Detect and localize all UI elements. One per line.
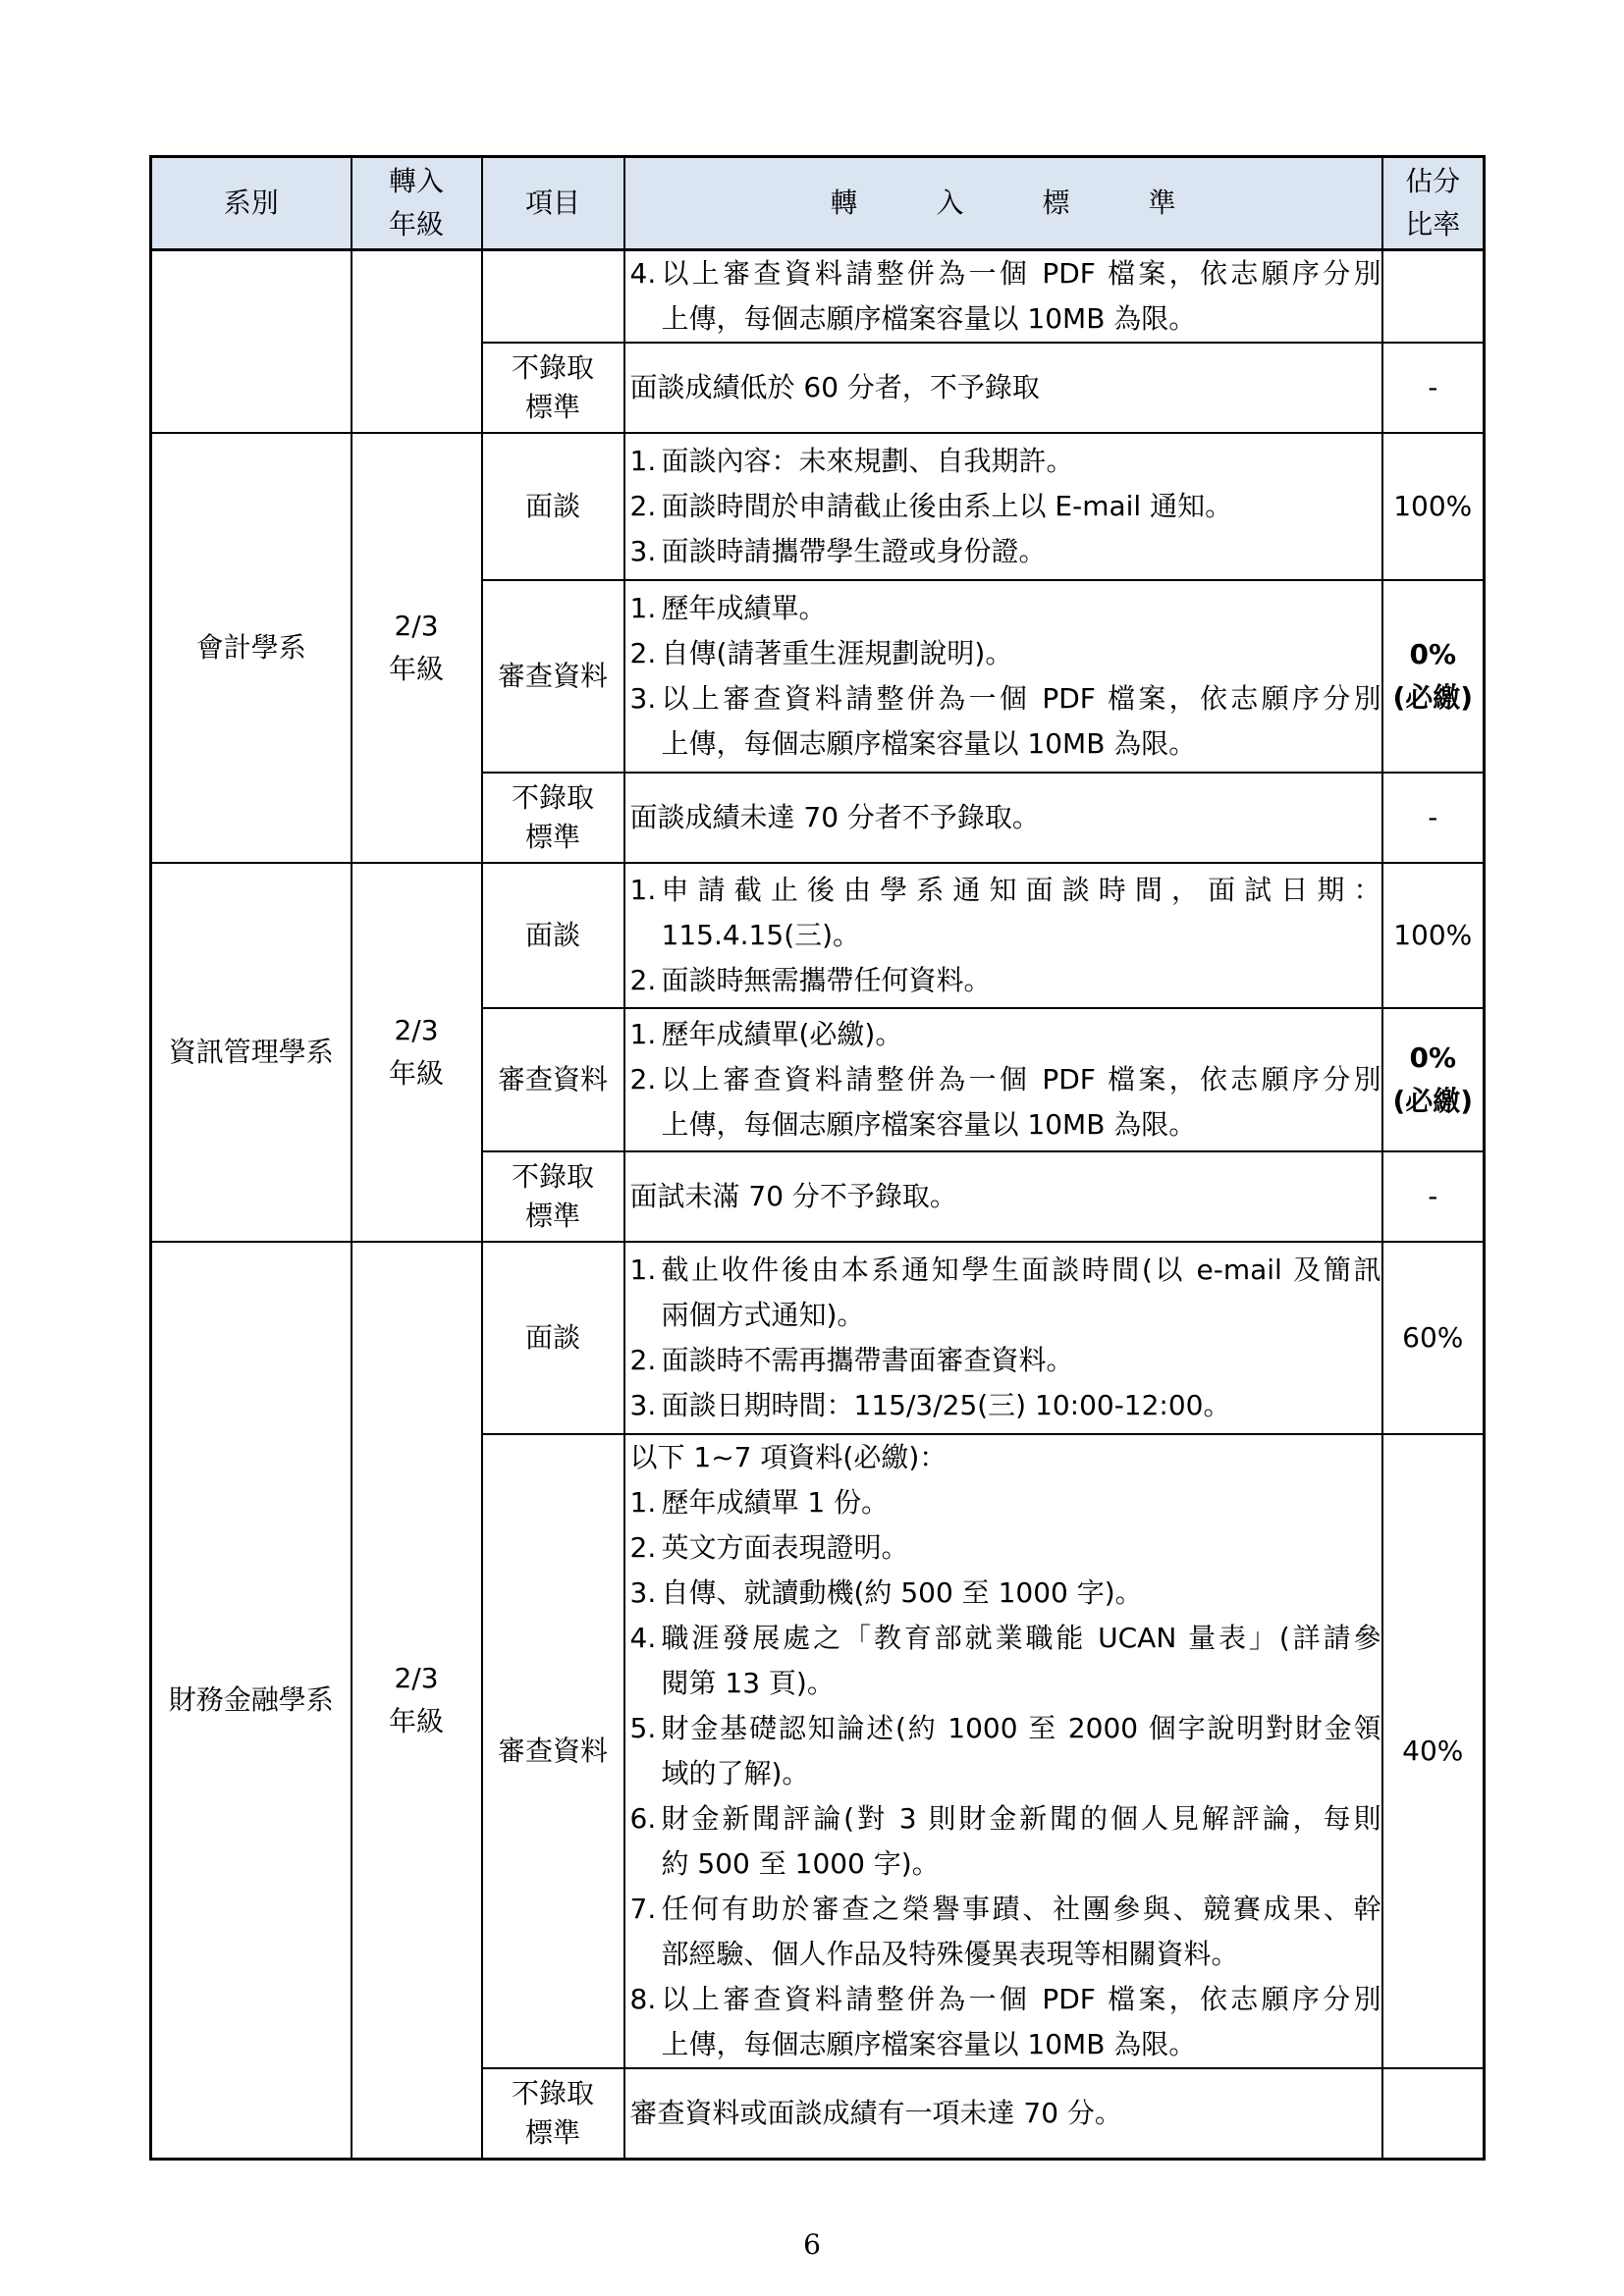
header-ratio: 佔分比率 <box>1382 157 1485 250</box>
continued-reject-label: 不錄取標準 <box>482 343 624 433</box>
header-grade: 轉入年級 <box>352 157 482 250</box>
im-dept: 資訊管理學系 <box>151 863 352 1242</box>
finance-review-ratio: 40% <box>1382 1434 1485 2068</box>
finance-review-label: 審查資料 <box>482 1434 624 2068</box>
finance-reject-ratio <box>1382 2068 1485 2159</box>
list-item: 1. 面談內容：未來規劃、自我期許。 <box>629 445 1074 477</box>
list-item: 1. 申請截止後由學系通知面談時間，面試日期： 115.4.15(三)。 <box>629 874 1381 951</box>
accounting-interview-standard <box>624 433 1382 580</box>
finance-reject-label: 不錄取標準 <box>482 2068 624 2159</box>
list-item: 2. 自傳(請著重生涯規劃說明)。 <box>629 637 1013 669</box>
accounting-interview-ratio: 100% <box>1382 433 1485 580</box>
list-item: 4. 職涯發展處之「教育部就業職能 UCAN 量表」(詳請參 閱第 13 頁)。 <box>629 1622 1381 1699</box>
list-item: 1. 歷年成績單 1 份。 <box>629 1486 890 1519</box>
list-item: 3. 自傳、就讀動機(約 500 至 1000 字)。 <box>629 1576 1143 1609</box>
finance-interview-ratio: 60% <box>1382 1242 1485 1434</box>
header-item: 項目 <box>482 157 624 250</box>
im-review-label: 審查資料 <box>482 1008 624 1151</box>
finance-grade: 2/3年級 <box>352 1242 482 2159</box>
list-item: 2. 面談時不需再攜帶書面審查資料。 <box>629 1344 1074 1376</box>
list-item: 8. 以上審查資料請整併為一個 PDF 檔案，依志願序分別 上傳，每個志願序檔案容量以 10MB 為限。 <box>629 1983 1381 2060</box>
accounting-interview-row <box>151 433 1485 580</box>
accounting-review-ratio: 0% (必繳) <box>1382 580 1485 773</box>
accounting-reject-label: 不錄取標準 <box>482 773 624 863</box>
review-intro: 以下 1~7 項資料(必繳)： <box>629 1441 947 1473</box>
list-item: 3. 面談日期時間：115/3/25(三) 10:00-12:00。 <box>629 1389 1231 1421</box>
continued-reject-ratio: - <box>1382 343 1485 433</box>
admission-criteria-table <box>149 155 1486 2161</box>
finance-interview-row <box>151 1242 1485 1434</box>
im-reject-ratio: - <box>1382 1151 1485 1242</box>
page-number: 6 <box>803 2228 821 2261</box>
list-item: 2. 英文方面表現證明。 <box>629 1531 909 1564</box>
finance-interview-label: 面談 <box>482 1242 624 1434</box>
list-item: 2. 面談時間於申請截止後由系上以 E-mail 通知。 <box>629 490 1233 522</box>
accounting-grade: 2/3年級 <box>352 433 482 863</box>
im-review-ratio: 0% (必繳) <box>1382 1008 1485 1151</box>
header-standard: 轉入標準 <box>624 157 1382 250</box>
list-item: 3. 以上審查資料請整併為一個 PDF 檔案，依志願序分別 上傳，每個志願序檔案容量以 10MB 為限。 <box>629 682 1381 760</box>
list-item: 1. 歷年成績單。 <box>629 592 827 624</box>
continued-review-item: 4. 以上審查資料請整併為一個 PDF 檔案，依志願序分別 上傳，每個志願序檔案容量以 10MB 為限。 <box>624 250 1382 344</box>
header-dept: 系別 <box>151 157 352 250</box>
accounting-review-label: 審查資料 <box>482 580 624 773</box>
continued-dept-cell <box>151 250 352 434</box>
finance-reject-text: 審查資料或面談成績有一項未達 70 分。 <box>624 2068 1382 2159</box>
im-interview-standard <box>624 863 1382 1008</box>
im-interview-row <box>151 863 1485 1008</box>
list-item: 3. 面談時請攜帶學生證或身份證。 <box>629 535 1047 567</box>
im-interview-label: 面談 <box>482 863 624 1008</box>
list-item: 1. 歷年成績單(必繳)。 <box>629 1018 903 1050</box>
header-row <box>151 157 1485 250</box>
list-item: 2. 以上審查資料請整併為一個 PDF 檔案，依志願序分別 上傳，每個志願序檔案容量以 10MB 為限。 <box>629 1063 1381 1141</box>
list-item: 5. 財金基礎認知論述(約 1000 至 2000 個字說明對財金領 域的了解)。 <box>629 1712 1381 1789</box>
im-reject-label: 不錄取標準 <box>482 1151 624 1242</box>
accounting-review-standard <box>624 580 1382 773</box>
continued-review-ratio <box>1382 250 1485 344</box>
continued-review-row <box>151 250 1485 344</box>
continued-reject-text: 面談成績低於 60 分者，不予錄取 <box>624 343 1382 433</box>
im-grade: 2/3年級 <box>352 863 482 1242</box>
im-reject-text: 面試未滿 70 分不予錄取。 <box>624 1151 1382 1242</box>
continued-grade-cell <box>352 250 482 434</box>
list-item: 2. 面談時無需攜帶任何資料。 <box>629 964 992 996</box>
accounting-interview-label: 面談 <box>482 433 624 580</box>
list-item: 1. 截止收件後由本系通知學生面談時間(以 e-mail 及簡訊 兩個方式通知)。 <box>629 1254 1381 1331</box>
im-interview-ratio: 100% <box>1382 863 1485 1008</box>
im-review-standard <box>624 1008 1382 1151</box>
finance-review-standard <box>624 1434 1382 2068</box>
finance-interview-standard <box>624 1242 1382 1434</box>
accounting-reject-text: 面談成績未達 70 分者不予錄取。 <box>624 773 1382 863</box>
continued-item-cell <box>482 250 624 344</box>
list-item: 7. 任何有助於審查之榮譽事蹟、社團參與、競賽成果、幹 部經驗、個人作品及特殊優異表現等相關資料。 <box>629 1893 1381 1970</box>
accounting-dept: 會計學系 <box>151 433 352 863</box>
finance-dept: 財務金融學系 <box>151 1242 352 2159</box>
list-item: 6. 財金新聞評論(對 3 則財金新聞的個人見解評論，每則 約 500 至 1000 字)。 <box>629 1802 1381 1880</box>
accounting-reject-ratio: - <box>1382 773 1485 863</box>
